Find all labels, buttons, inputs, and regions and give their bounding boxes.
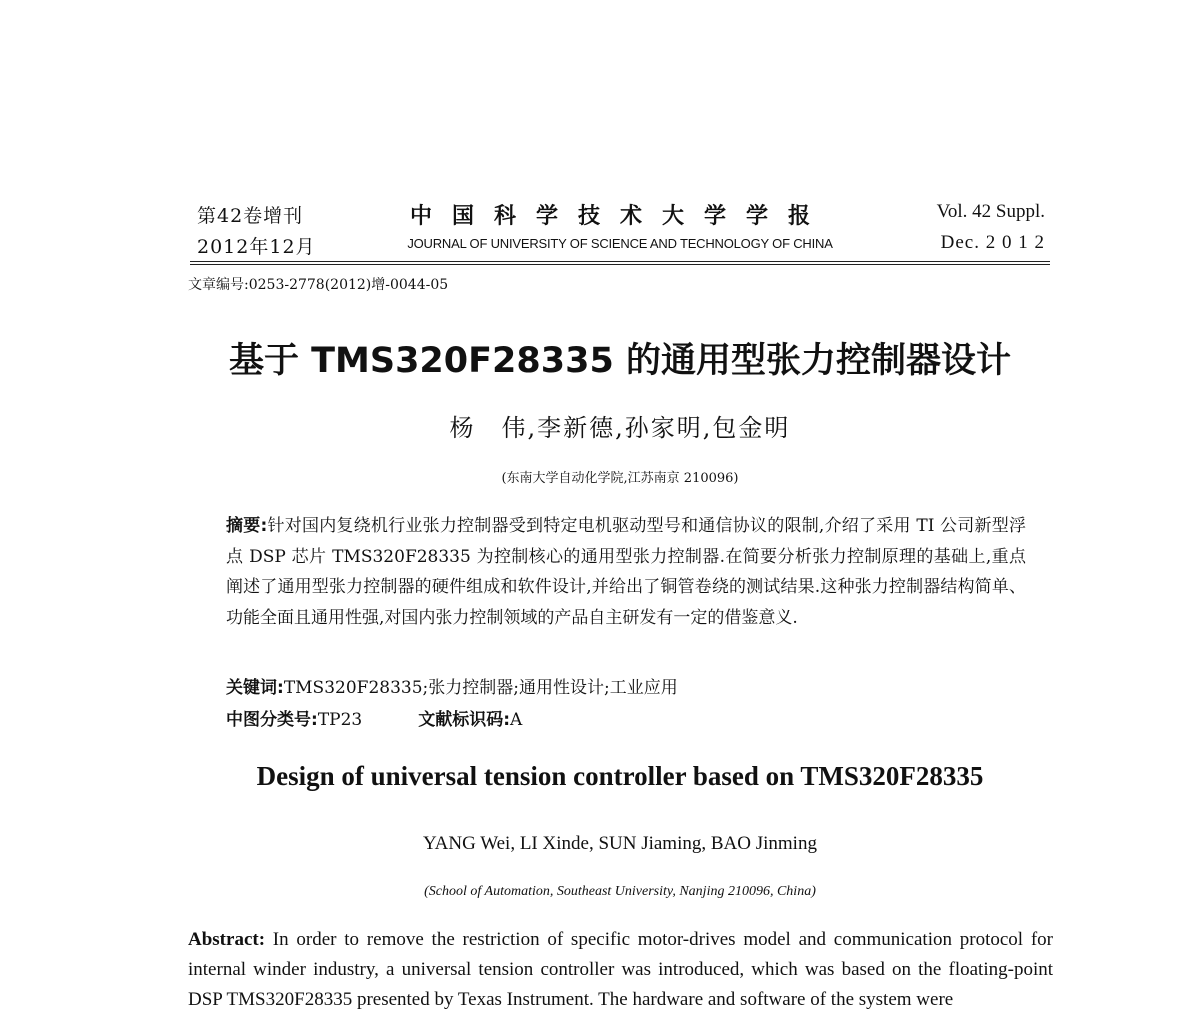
abstract-cn: [226, 511, 1026, 633]
journal-title-cn: 中国科学技术大学学报: [409, 203, 830, 229]
clc-label: 中图分类号:: [226, 710, 318, 730]
affiliation-en: (School of Automation, Southeast University, Nanjing 210096, China): [424, 884, 816, 899]
abstract-en: [188, 925, 1053, 1015]
abstract-cn-text: 针对国内复绕机行业张力控制器受到特定电机驱动型号和通信协议的限制,介绍了采用 TI 公司新型浮点 DSP 芯片 TMS320F28335 为控制核心的通用型张力控制器.在简要分析张力控制原理的基础上,重点阐述了通用型张力控制器的硬件组成和软件设计,并给出了铜管卷绕的测试结果.这种张力控制器结构简单、功能全面且通用性强,对国内张力控制领域的产品自主研发有一定的借鉴意义.: [226, 516, 1026, 628]
paper-title-en: Design of universal tension controller based on TMS320F28335: [256, 761, 984, 791]
keywords-label: 关键词:: [226, 678, 284, 698]
keywords: [226, 673, 678, 698]
volume-cn: 第42卷增刊: [197, 205, 304, 227]
abstract-en-label: Abstract:: [188, 929, 266, 950]
affiliation-cn: (东南大学自动化学院,江苏南京 210096): [501, 471, 739, 486]
classification: [226, 705, 522, 730]
doc-code-label: 文献标识码:: [418, 710, 511, 730]
clc-value: TP23: [317, 710, 363, 730]
date-cn: 2012年12月: [197, 236, 316, 258]
header-rule: [190, 261, 1050, 262]
journal-title-en: JOURNAL OF UNIVERSITY OF SCIENCE AND TECHNOLOGY OF CHINA: [407, 236, 833, 251]
paper-title-cn: 基于 TMS320F28335 的通用型张力控制器设计: [228, 341, 1011, 381]
doc-code-value: A: [510, 710, 523, 730]
date-en: Dec. 2 0 1 2: [940, 232, 1045, 253]
authors-en: YANG Wei, LI Xinde, SUN Jiaming, BAO Jinming: [423, 833, 817, 854]
abstract-en-text: In order to remove the restriction of specific motor-drives model and communication protocol for internal winder industry, a universal tension controller was introduced, which was based on the floating-point DSP TMS320F28335 presented by Texas Instrument. The hardware and software of the system were: [188, 929, 1053, 1010]
authors-cn: 杨 伟,李新德,孙家明,包金明: [449, 414, 791, 442]
keywords-text: TMS320F28335;张力控制器;通用性设计;工业应用: [283, 678, 678, 698]
volume-en: Vol. 42 Suppl.: [936, 201, 1045, 222]
header-rule-thin: [190, 264, 1050, 265]
abstract-cn-label: 摘要:: [226, 516, 268, 536]
article-number: 文章编号:0253-2778(2012)增-0044-05: [188, 277, 449, 293]
